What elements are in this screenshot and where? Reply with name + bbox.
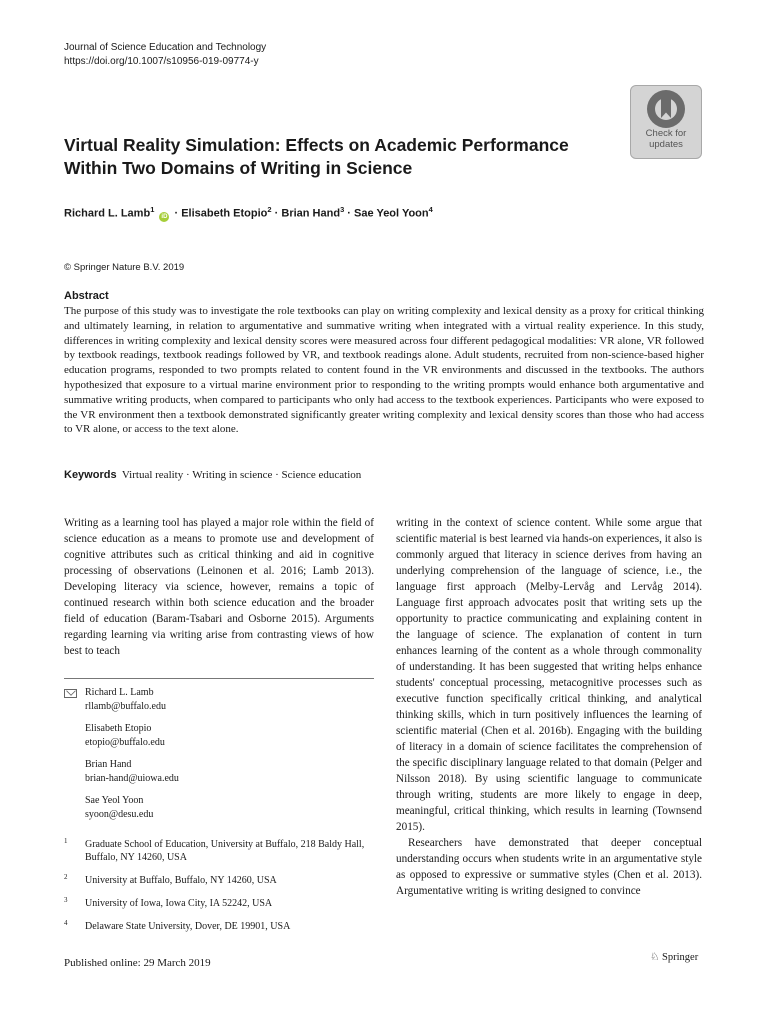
body-column-left: Writing as a learning tool has played a major role within the field of science education as a means to promote use and development of cognitive attributes such as critical thinking and aid in cognitive processing of observations (Leinonen et al. 2016; Lamb 2013). Developing literacy via science, however, remains a topic of continued research within both science education and the broader field of education (Baram-Tsabari and Osborne 2015). Arguments regarding learning via writing arise from contrasting views of how best to teach [64,517,374,657]
springer-horse-icon: ♘ [650,952,660,963]
contact-name: Brian Hand [85,759,132,770]
author-list [64,202,433,222]
contact-entry [85,686,374,713]
author-name[interactable]: Sae Yeol Yoon [354,207,429,220]
contact-entry [85,758,374,785]
published-date: Published online: 29 March 2019 [64,957,211,969]
contact-entry [85,722,374,749]
affiliation-number: 4 [64,919,68,927]
check-for-updates-badge[interactable] [630,85,702,159]
author-name[interactable]: Brian Hand [281,207,341,220]
affiliation-text: University of Iowa, Iowa City, IA 52242, USA [85,898,273,909]
keywords-line [64,468,361,482]
contact-name: Richard L. Lamb [85,687,154,698]
badge-line2: updates [649,139,683,150]
publisher-logo [650,951,698,963]
author-name[interactable]: Richard L. Lamb [64,207,151,220]
affiliation-number: 2 [64,873,68,881]
contact-name: Elisabeth Etopio [85,723,152,734]
body-paragraph: Researchers have demonstrated that deeper conceptual understanding occurs when students write in an argumentative style as opposed to expressive or summative styles (Chen et al. 2013). Argumentative writing is writing designed to convince [396,837,702,897]
affiliation-item [64,838,374,864]
author-affiliation-marker: 4 [428,205,433,214]
copyright-notice: © Springer Nature B.V. 2019 [64,262,185,273]
author-affiliation-marker: 3 [340,205,345,214]
doi-link[interactable]: https://doi.org/10.1007/s10956-019-09774-y [64,56,259,67]
affiliation-text: Graduate School of Education, University at Buffalo, 218 Baldy Hall, Buffalo, NY 14260, USA [85,839,365,863]
contact-name: Sae Yeol Yoon [85,795,144,806]
author-separator: · [174,207,179,220]
abstract-body: The purpose of this study was to investigate the role textbooks can play on writing complexity and lexical density as a proxy for critical thinking and ultimately learning, in relation to argumentative and summative writing when integrated with a virtual reality experience. In this study, differences in writing complexity and lexical density scores were measured across four different pedagogical modalities: VR alone, VR followed by textbook readings, textbook readings followed by VR, and textbook readings alone. Adult students, recruited from non-science-based higher education programs, responded to two prompts related to content found in the VR environments and discussed in the textbooks. The authors hypothesized that exposure to a virtual marine environment prior to responding to the writing prompts would enhance both argumentative and summative writing products, when compared to participants who only had access to the textbook experiences. Participants who were exposed to the VR environment then a textbook demonstrated significantly greater writing complexity and lexical density scores than those who had access to VR alone, or access to the text alone. [64,305,704,436]
author-separator: · [347,207,351,220]
affiliation-number: 1 [64,837,68,845]
author-affiliation-marker: 2 [267,205,272,214]
title-line-2: Within Two Domains of Writing in Science [64,158,413,178]
keywords-list: Virtual reality · Writing in science · Science education [121,469,362,481]
affiliation-item [64,874,374,887]
footnote-divider [64,678,374,679]
body-paragraph: writing in the context of science content. While some argue that scientific material is best learned via hands-on experiences, it also is commonly argued that literacy in science derives from having an underlying comprehension of the language of science, i.e., the language first approach (Melby-Lervåg and Lervåg 2014). Language first approach advocates posit that writing sets up the opportunity to practice communicating and explaining content in the language of science. The explanation of content in turn enhances learning of the content as a whole through commonality of understanding. It has been suggested that writing helps enhance students' conceptual processing, metacognitive processes such as executive function specifically critical thinking, and analytical thinking skills, which in turn positively influences the learning of scientific material (Chen et al. 2016b). Engaging with the building of literacy in a domain of science facilitates the comprehension of the specific disciplinary language related to that domain (Pelger and Nilsson 2018). By using scientific language to communicate through writing, students are more likely to engage in deep, meaningful, critical thinking, which results in learning (Townsend 2015). [396,517,702,833]
body-column-right [396,515,702,899]
paper-title [64,134,604,180]
corresponding-authors [64,686,374,830]
contact-email[interactable]: etopio@buffalo.edu [85,736,165,748]
affiliation-item [64,897,374,910]
badge-line1: Check for [645,128,687,139]
contact-email[interactable]: syoon@desu.edu [85,808,154,820]
author-affiliation-marker: 1 [150,205,155,214]
contact-email[interactable]: rllamb@buffalo.edu [85,700,166,712]
title-line-1: Virtual Reality Simulation: Effects on Academic Performance [64,135,569,155]
affiliations [64,838,374,943]
affiliation-item [64,920,374,933]
author-name[interactable]: Elisabeth Etopio [181,207,268,220]
author-separator: · [274,207,279,220]
journal-header [64,41,266,69]
abstract-heading: Abstract [64,290,109,302]
journal-name: Journal of Science Education and Technology [64,42,267,53]
contact-entry [85,794,374,821]
affiliation-text: University at Buffalo, Buffalo, NY 14260, USA [85,875,277,886]
publisher-name: Springer [662,952,699,963]
envelope-icon [64,689,77,698]
contact-email[interactable]: brian-hand@uiowa.edu [85,772,179,784]
keywords-label: Keywords [64,469,117,481]
orcid-icon[interactable]: iD [161,213,168,220]
affiliation-number: 3 [64,896,68,904]
affiliation-text: Delaware State University, Dover, DE 19901, USA [85,921,291,932]
bookmark-icon [647,90,685,128]
